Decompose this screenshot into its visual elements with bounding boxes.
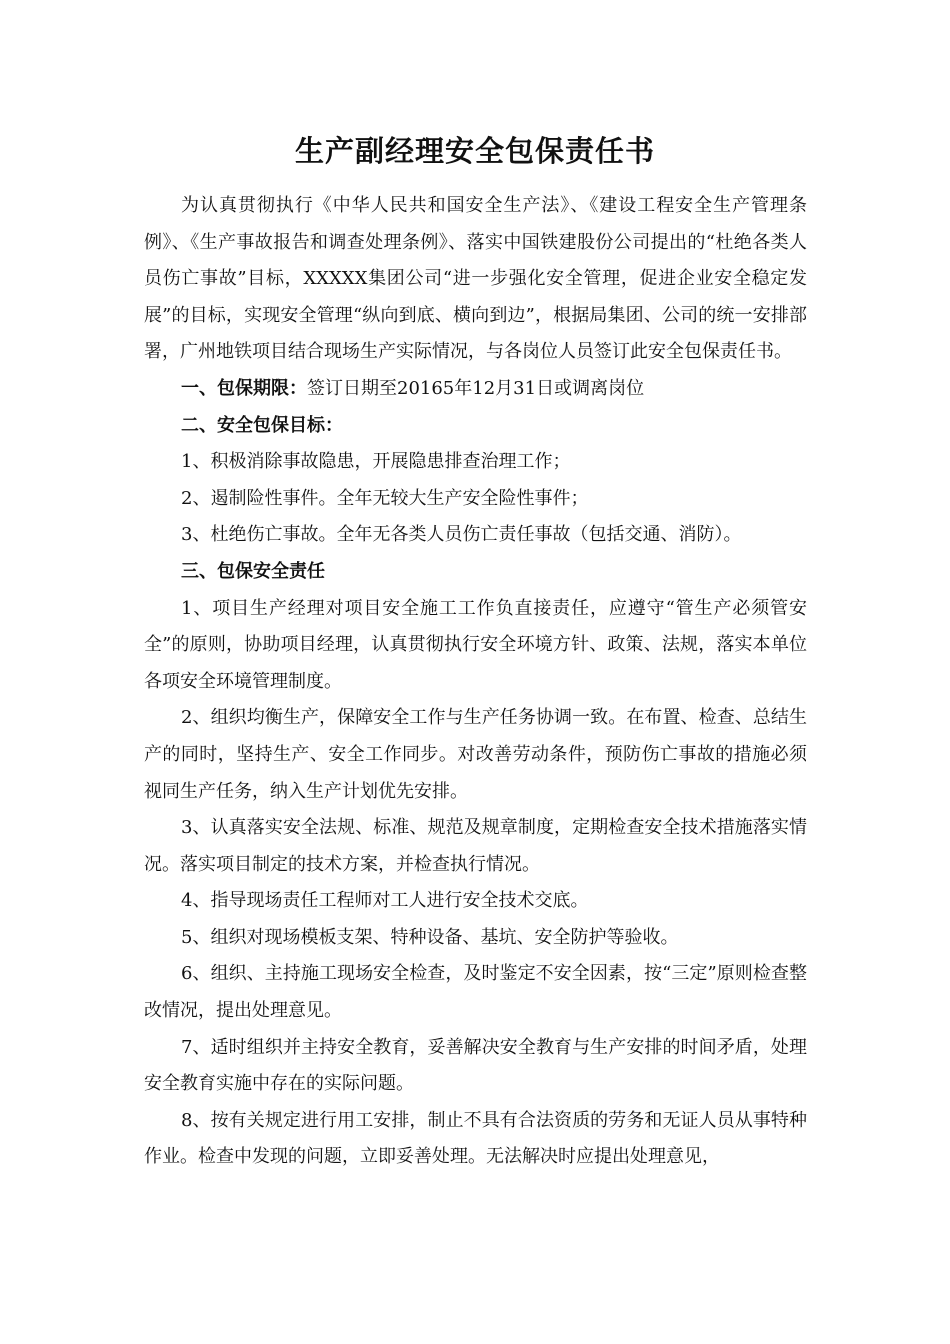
duty-item-8: 8、按有关规定进行用工安排，制止不具有合法资质的劳务和无证人员从事特种作业。检查中发现的问题，立即妥善处理。无法解决时应提出处理意见， (144, 1109, 807, 1168)
duty-item-3: 3、认真落实安全法规、标准、规范及规章制度，定期检查安全技术措施落实情况。落实项目制定的技术方案，并检查执行情况。 (144, 817, 807, 875)
goals-heading: 二、安全包保目标： (181, 414, 343, 436)
period-text: 签订日期至20165年12月31日或调离岗位 (307, 377, 645, 399)
document-title: 生产副经理安全包保责任书 (294, 134, 655, 168)
duties-heading: 三、包保安全责任 (181, 560, 325, 582)
period-line (144, 371, 807, 408)
duty-item-2: 2、组织均衡生产，保障安全工作与生产任务协调一致。在布置、检查、总结生产的同时，坚持生产、安全工作同步。对改善劳动条件，预防伤亡事故的措施必须视同生产任务，纳入生产计划优先安排。 (144, 707, 807, 802)
period-label: 一、包保期限： (181, 377, 307, 399)
document-body (144, 188, 807, 1176)
intro-paragraph: 为认真贯彻执行《中华人民共和国安全生产法》、《建设工程安全生产管理条例》、《生产事故报告和调查处理条例》、落实中国铁建股份公司提出的“杜绝各类人员伤亡事故”目标，XXXXX集团公司“进一步强化安全管理，促进企业安全稳定发展”的目标，实现安全管理“纵向到底、横向到边”，根据局集团、公司的统一安排部署，广州地铁项目结合现场生产实际情况，与各岗位人员签订此安全包保责任书。 (144, 195, 807, 363)
duty-item-7: 7、适时组织并主持安全教育，妥善解决安全教育与生产安排的时间矛盾，处理安全教育实施中存在的实际问题。 (144, 1036, 807, 1095)
duty-item-4: 4、指导现场责任工程师对工人进行安全技术交底。 (181, 890, 589, 912)
duty-item-5: 5、组织对现场模板支架、特种设备、基坑、安全防护等验收。 (181, 926, 679, 948)
duty-item-6: 6、组织、主持施工现场安全检查，及时鉴定不安全因素，按“三定”原则检查整改情况，提出处理意见。 (144, 963, 807, 1022)
goal-item-1: 1、积极消除事故隐患，开展隐患排查治理工作； (181, 451, 571, 473)
goal-item-2: 2、遏制险性事件。全年无较大生产安全险性事件； (181, 487, 589, 509)
duty-item-1: 1、项目生产经理对项目安全施工工作负直接责任，应遵守“管生产必须管安全”的原则，协助项目经理，认真贯彻执行安全环境方针、政策、法规，落实本单位各项安全环境管理制度。 (144, 597, 807, 692)
goal-item-3: 3、杜绝伤亡事故。全年无各类人员伤亡责任事故（包括交通、消防）。 (181, 524, 742, 546)
